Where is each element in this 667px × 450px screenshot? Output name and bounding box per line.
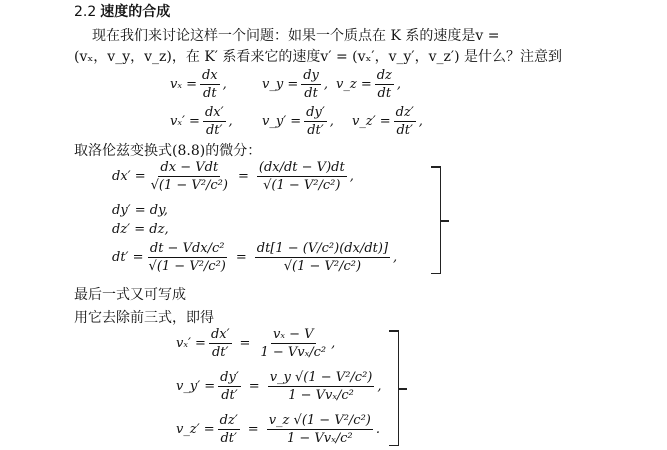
frac-num: dz′ (219, 413, 238, 428)
frac-den: dt′ (211, 345, 229, 360)
fraction (258, 327, 328, 360)
frac-den: dt′ (220, 431, 237, 446)
section-number: 2.2 (74, 4, 97, 20)
eq-lhs: v_z′ = (352, 114, 391, 129)
velocity-vx-prime (176, 327, 335, 360)
lorentz-dt-prime (112, 241, 397, 274)
velocity-def-vx (170, 68, 227, 101)
eq-tail: , (349, 169, 354, 184)
frac-num: dy′ (306, 105, 325, 120)
frac-den: dt (203, 86, 217, 101)
frac-num: dz (376, 68, 392, 83)
eq-tail: , (393, 250, 398, 265)
equals-sign: = (247, 422, 259, 437)
frac-den: 1 − Vvₓ/c² (260, 345, 327, 360)
equals-sign: = (235, 250, 247, 265)
frac-num: v_y √(1 − V²/c²) (269, 370, 373, 385)
frac-den: dt′ (396, 123, 413, 138)
frac-num: dt − Vdx/c² (149, 241, 225, 256)
frac-den: dt′ (205, 123, 223, 138)
equals-sign: = (248, 379, 260, 394)
para2: 取洛伦兹变换式(8.8)的微分： (74, 143, 262, 159)
frac-den: √(1 − V²/c²) (263, 178, 341, 193)
eq-lhs: vₓ′ = (170, 114, 200, 129)
fraction (203, 105, 226, 138)
fraction (268, 370, 375, 403)
para4: 用它去除前三式，即得 (74, 310, 214, 326)
frac-num: dx′ (210, 327, 230, 342)
frac-den: dt′ (307, 123, 324, 138)
frac-num: dx (201, 68, 218, 83)
eq-lhs: v_y′ = (176, 379, 216, 394)
frac-num: dx′ (204, 105, 224, 120)
right-brace (398, 330, 399, 446)
fraction (218, 413, 240, 446)
eq-lhs: vₓ = (170, 77, 197, 92)
fraction (267, 413, 373, 446)
fraction (149, 160, 230, 193)
eq-tail: , (331, 336, 336, 351)
frac-num: dy′ (220, 370, 239, 385)
fraction (375, 68, 394, 101)
fraction (218, 370, 241, 403)
velocity-def-vz (336, 68, 401, 101)
lorentz-dz-prime (112, 222, 169, 237)
velocity-vz-prime (176, 413, 380, 446)
lorentz-dx-prime (112, 160, 354, 193)
eq-lhs: v_y = (262, 77, 299, 92)
fraction (394, 105, 416, 138)
frac-num: (dx/dt − V)dt (258, 160, 345, 175)
eq-lhs: v_y′ = (262, 114, 302, 129)
frac-num: v_z √(1 − V²/c²) (268, 413, 371, 428)
velocity-def-vy-prime (262, 105, 334, 138)
equals-sign: = (239, 336, 251, 351)
frac-num: vₓ − V (273, 327, 314, 342)
frac-num: dt[1 − (V/c²)(dx/dt)] (256, 241, 389, 256)
eq-lhs: v_z = (336, 77, 372, 92)
eq-lhs: dx′ = (112, 169, 146, 184)
eq-lhs: dt′ = (112, 250, 144, 265)
velocity-def-vz-prime (352, 105, 423, 138)
fraction (304, 105, 327, 138)
eq-lhs: v_z′ = (176, 422, 215, 437)
frac-den: √(1 − V²/c²) (148, 259, 226, 274)
eq-tail: , (377, 379, 382, 394)
brace-tip (440, 220, 449, 222)
eq-text: dz′ = dz, (112, 222, 169, 237)
para3: 最后一式又可写成 (74, 287, 186, 303)
fraction (257, 160, 347, 193)
eq-text: dy′ = dy, (112, 203, 168, 218)
eq-tail: , (329, 114, 334, 129)
eq-tail: , (222, 77, 227, 92)
right-brace (440, 166, 441, 274)
section-heading (74, 3, 170, 21)
fraction (147, 241, 228, 274)
velocity-def-vx-prime (170, 105, 233, 138)
frac-den: 1 − Vvₓ/c² (286, 431, 353, 446)
frac-den: √(1 − V²/c²) (150, 178, 228, 193)
frac-den: 1 − Vvₓ/c² (288, 388, 354, 403)
frac-den: dt (304, 86, 318, 101)
section-title: 速度的合成 (100, 4, 171, 20)
eq-tail: , (396, 77, 402, 92)
fraction (301, 68, 321, 101)
eq-tail: , (228, 114, 233, 129)
fraction (200, 68, 220, 101)
equals-sign: = (237, 169, 249, 184)
frac-num: dy (303, 68, 319, 83)
lorentz-dy-prime (112, 203, 168, 218)
frac-num: dz′ (395, 105, 414, 120)
velocity-vy-prime (176, 370, 382, 403)
fraction (209, 327, 232, 360)
frac-den: dt′ (221, 388, 238, 403)
eq-tail: , (418, 114, 423, 129)
frac-den: dt (377, 86, 392, 101)
eq-tail: . (375, 422, 380, 437)
fraction (255, 241, 390, 274)
brace-tip (398, 388, 407, 390)
frac-num: dx − Vdt (160, 160, 219, 175)
para1-line1: 现在我们来讨论这样一个问题：如果一个质点在 K 系的速度是v = (92, 28, 500, 44)
eq-tail: , (323, 77, 329, 92)
velocity-def-vy (262, 68, 328, 101)
para1-line2: (vₓ，v_y，v_z)，在 K′ 系看来它的速度v′ = (vₓ′，v_y′，v_z′) 是什么？注意到 (74, 49, 562, 65)
eq-lhs: vₓ′ = (176, 336, 206, 351)
frac-den: √(1 − V²/c²) (283, 259, 362, 274)
